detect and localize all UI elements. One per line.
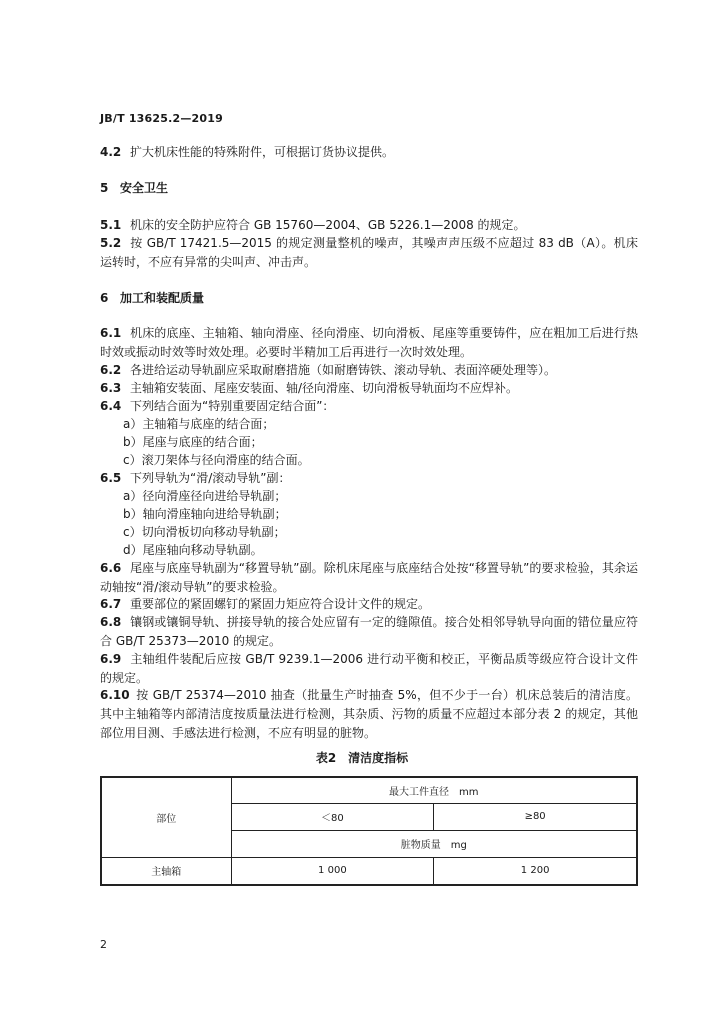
clause-6-3: 6.3 主轴箱安装面、尾座安装面、轴/径向滑座、切向滑板导轨面均不应焊补。 bbox=[100, 381, 519, 395]
document-code: JB/T 13625.2—2019 bbox=[100, 112, 223, 125]
list-item: a）径向滑座径向进给导轨副； bbox=[123, 489, 287, 503]
section-5-heading: 5 安全卫生 bbox=[100, 181, 169, 195]
section-6-heading: 6 加工和装配质量 bbox=[100, 291, 205, 305]
clause-6-10: 6.10 按 GB/T 25374—2010 抽查（批量生产时抽查 5%，但不少于一台）机床总装后的清洁度。其中主轴箱等内部清洁度按质量法进行检测，其杂质、污物的质量不应超过本部分表 2 的规定，其他部位用目测、手感法进行检测，不应有明显的脏物。 bbox=[100, 688, 638, 740]
clause-6-9: 6.9 主轴组件装配后应按 GB/T 9239.1—2006 进行动平衡和校正，平衡品质等级应符合设计文件的规定。 bbox=[100, 652, 638, 685]
list-item: b）尾座与底座的结合面； bbox=[123, 435, 263, 449]
clause-6-4: 6.4 下列结合面为“特别重要固定结合面”： bbox=[100, 399, 335, 413]
clause-6-8: 6.8 镶钢或镶铜导轨、拼接导轨的接合处应留有一定的缝隙值。接合处相邻导轨导向面的错位量应符合 GB/T 25373—2010 的规定。 bbox=[100, 615, 638, 648]
clause-6-7: 6.7 重要部位的紧固螺钉的紧固力矩应符合设计文件的规定。 bbox=[100, 597, 431, 611]
list-item: c）切向滑板切向移动导轨副； bbox=[123, 525, 286, 539]
clause-6-1: 6.1 机床的底座、主轴箱、轴向滑座、径向滑座、切向滑板、尾座等重要铸件，应在粗加工后进行热时效或振动时效等时效处理。必要时半精加工后再进行一次时效处理。 bbox=[100, 326, 638, 359]
part-header: 部位 bbox=[101, 777, 231, 857]
column-ge-80: ≥80 bbox=[434, 803, 637, 830]
clause-6-5: 6.5 下列导轨为“滑/滚动导轨”副： bbox=[100, 471, 291, 485]
diameter-header: 最大工件直径 mm bbox=[231, 777, 637, 803]
page-number: 2 bbox=[100, 938, 107, 951]
table-cell-lt: 1 000 bbox=[231, 857, 434, 885]
table-row bbox=[101, 857, 637, 885]
clause-6-6: 6.6 尾座与底座导轨副为“移置导轨”副。除机床尾座与底座结合处按“移置导轨”的要求检验，其余运动轴按“滑/滚动导轨”的要求检验。 bbox=[100, 561, 638, 594]
cleanliness-table bbox=[100, 776, 638, 886]
table-cell-ge: 1 200 bbox=[434, 857, 637, 885]
list-item: c）滚刀架体与径向滑座的结合面。 bbox=[123, 453, 310, 467]
clause-4-2: 4.2 扩大机床性能的特殊附件，可根据订货协议提供。 bbox=[100, 145, 395, 159]
table-cell-part: 主轴箱 bbox=[101, 857, 231, 885]
clause-6-2: 6.2 各进给运动导轨副应采取耐磨措施（如耐磨铸铁、滚动导轨、表面淬硬处理等）。 bbox=[100, 363, 557, 377]
mass-header: 脏物质量 mg bbox=[231, 830, 637, 857]
list-item: d）尾座轴向移动导轨副。 bbox=[123, 543, 263, 557]
clause-5-1: 5.1 机床的安全防护应符合 GB 15760—2004、GB 5226.1—2008 的规定。 bbox=[100, 218, 526, 232]
column-lt-80: ＜80 bbox=[231, 803, 434, 830]
list-item: b）轴向滑座轴向进给导轨副； bbox=[123, 507, 287, 521]
list-item: a）主轴箱与底座的结合面； bbox=[123, 417, 275, 431]
clause-5-2: 5.2 按 GB/T 17421.5—2015 的规定测量整机的噪声，其噪声声压级不应超过 83 dB（A）。机床运转时，不应有异常的尖叫声、冲击声。 bbox=[100, 236, 638, 269]
table-caption: 表2 清洁度指标 bbox=[315, 751, 409, 765]
